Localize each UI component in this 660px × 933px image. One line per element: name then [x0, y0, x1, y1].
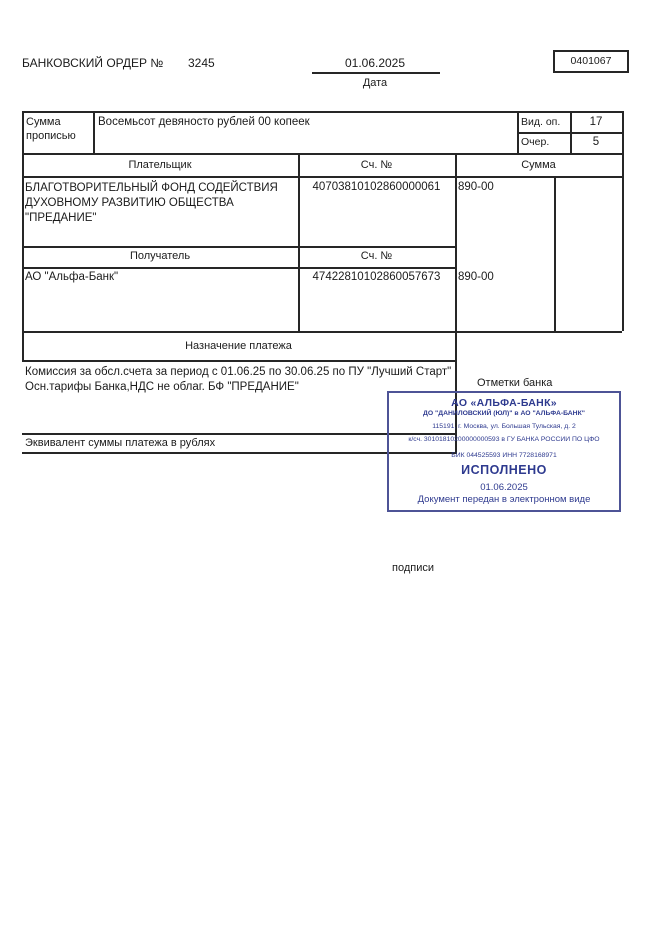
priority-label: Очер.	[521, 136, 550, 148]
payer-sum: 890-00	[458, 181, 494, 193]
bank-marks-label: Отметки банка	[477, 377, 553, 389]
sum-column-header: Сумма	[521, 159, 556, 171]
signatures-label: подписи	[392, 562, 434, 574]
payer-account: 40703810102860000061	[312, 181, 441, 193]
table-line	[298, 153, 300, 331]
date-label: Дата	[362, 77, 388, 89]
table-line	[22, 360, 455, 362]
stamp-status: ИСПОЛНЕНО	[461, 463, 547, 477]
table-line	[22, 331, 622, 333]
payer-name: БЛАГОТВОРИТЕЛЬНЫЙ ФОНД СОДЕЙСТВИЯ ДУХОВНОМУ РАЗВИТИЮ ОБЩЕСТВА "ПРЕДАНИЕ"	[25, 182, 278, 224]
purpose-line1: Комиссия за обсл.счета за период с 01.06.25 по 30.06.25 по ПУ "Лучший Старт"	[25, 366, 452, 378]
payee-sum: 890-00	[458, 271, 494, 283]
stamp-address: 115191, г. Москва, ул. Большая Тульская, д. 2	[432, 423, 576, 430]
table-line	[517, 111, 519, 153]
payer-column-header: Плательщик	[128, 159, 192, 171]
table-line	[22, 267, 455, 269]
table-line	[22, 111, 622, 113]
equivalent-label: Эквивалент суммы платежа в рублях	[25, 437, 216, 449]
priority-value: 5	[592, 136, 600, 148]
table-line	[22, 246, 455, 248]
operation-type-value: 17	[589, 116, 603, 128]
bank-stamp	[387, 391, 621, 512]
payee-name: АО "Альфа-Банк"	[25, 271, 119, 283]
order-number: 3245	[188, 56, 215, 70]
amount-words-value: Восемьсот девяносто рублей 00 копеек	[98, 116, 310, 128]
stamp-bik-inn: БИК 044525593 ИНН 7728168971	[451, 452, 557, 459]
account-column-header: Сч. №	[360, 159, 393, 171]
stamp-date: 01.06.2025	[480, 482, 528, 493]
account-column-header2: Сч. №	[360, 250, 393, 262]
stamp-bank-name: АО «АЛЬФА-БАНК»	[451, 397, 557, 409]
table-line	[22, 176, 622, 178]
operation-type-label: Вид. оп.	[521, 116, 561, 128]
payee-column-header: Получатель	[129, 250, 191, 262]
form-code-box: 0401067	[553, 50, 629, 73]
date-underline	[312, 72, 440, 74]
table-line	[554, 176, 556, 331]
date-value: 01.06.2025	[344, 56, 406, 70]
stamp-branch: ДО "ДАНИЛОВСКИЙ (ЮЛ)" в АО "АЛЬФА-БАНК"	[423, 410, 585, 417]
purpose-header: Назначение платежа	[185, 340, 292, 352]
purpose-line2: Осн.тарифы Банка,НДС не облаг. БФ "ПРЕДАНИЕ"	[25, 381, 299, 393]
stamp-corr-account: к/сч. 30101810200000000593 в ГУ БАНКА РОССИИ ПО ЦФО	[408, 436, 600, 443]
document-title: БАНКОВСКИЙ ОРДЕР №	[22, 56, 164, 70]
stamp-note: Документ передан в электронном виде	[417, 494, 591, 505]
payee-account: 47422810102860057673	[312, 271, 441, 283]
table-line	[622, 111, 624, 331]
table-line	[22, 111, 24, 362]
table-line	[22, 153, 622, 155]
amount-words-label: Сумма прописью	[26, 116, 76, 142]
table-line	[93, 111, 95, 153]
